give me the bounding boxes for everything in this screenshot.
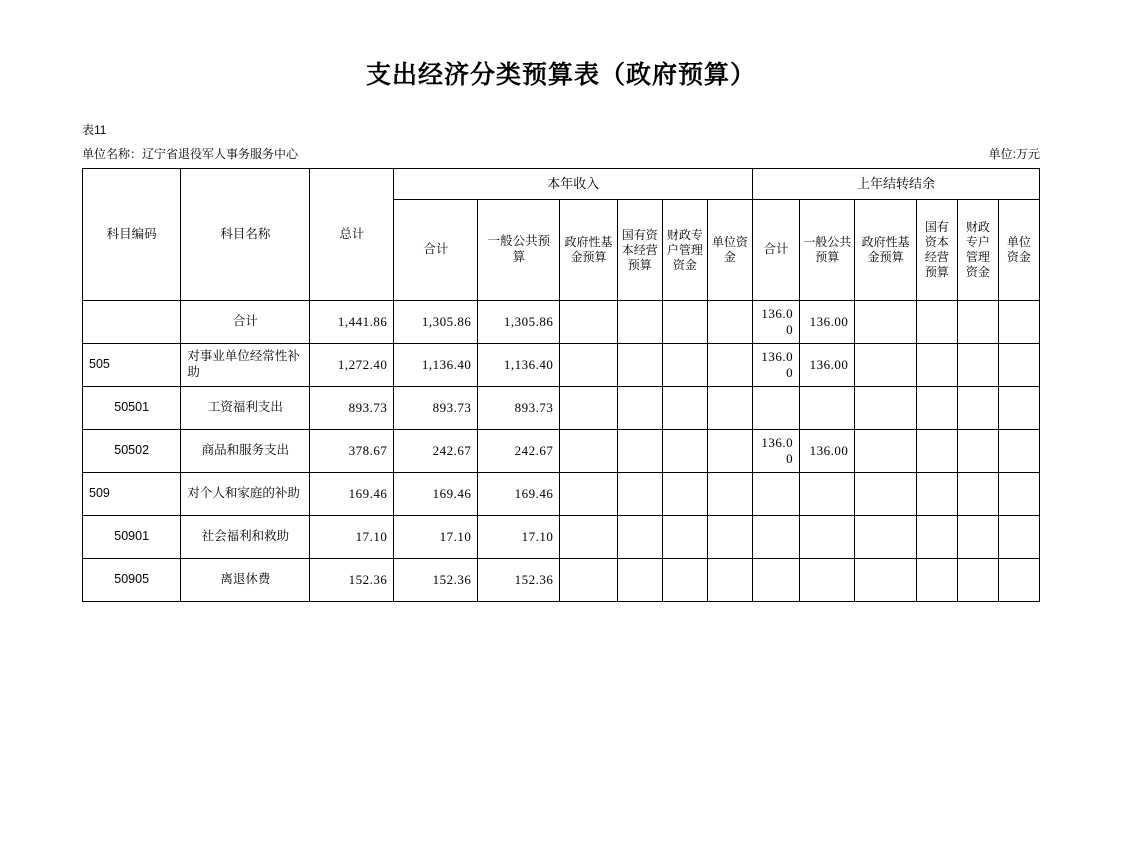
cell-carry-unit-fund — [998, 430, 1039, 473]
cell-income-general-public: 169.46 — [478, 473, 560, 516]
cell-carry-general-public: 136.00 — [800, 301, 855, 344]
table-row — [83, 387, 1040, 430]
cell-carry-state-capital — [916, 559, 957, 602]
cell-carry-general-public — [800, 387, 855, 430]
cell-total: 893.73 — [310, 387, 394, 430]
cell-carry-unit-fund — [998, 387, 1039, 430]
cell-income-state-capital — [617, 344, 662, 387]
cell-carry-unit-fund — [998, 473, 1039, 516]
cell-total: 1,272.40 — [310, 344, 394, 387]
cell-total: 17.10 — [310, 516, 394, 559]
cell-carry-fiscal-special — [957, 516, 998, 559]
cell-income-fiscal-special — [662, 344, 707, 387]
cell-income-subtotal: 17.10 — [394, 516, 478, 559]
header-carry-state-capital: 国有资本经营预算 — [916, 200, 957, 301]
cell-name: 合计 — [181, 301, 310, 344]
cell-income-state-capital — [617, 473, 662, 516]
table-row — [83, 559, 1040, 602]
header-carry-gov-fund: 政府性基金预算 — [855, 200, 916, 301]
cell-name: 社会福利和救助 — [181, 516, 310, 559]
cell-carry-state-capital — [916, 516, 957, 559]
page-title: 支出经济分类预算表（政府预算） — [365, 61, 756, 89]
table-row — [83, 344, 1040, 387]
cell-income-unit-fund — [707, 559, 752, 602]
cell-carry-state-capital — [916, 301, 957, 344]
cell-carry-fiscal-special — [957, 387, 998, 430]
cell-total: 169.46 — [310, 473, 394, 516]
cell-carry-unit-fund — [998, 559, 1039, 602]
header-carry-unit-fund: 单位资金 — [998, 200, 1039, 301]
cell-income-general-public: 242.67 — [478, 430, 560, 473]
cell-income-gov-fund — [560, 430, 617, 473]
table-body — [83, 301, 1040, 602]
cell-code: 50501 — [83, 387, 181, 430]
cell-income-state-capital — [617, 516, 662, 559]
cell-carry-unit-fund — [998, 344, 1039, 387]
cell-carry-state-capital — [916, 387, 957, 430]
cell-total: 1,441.86 — [310, 301, 394, 344]
cell-income-general-public: 17.10 — [478, 516, 560, 559]
cell-income-unit-fund — [707, 301, 752, 344]
cell-carry-gov-fund — [855, 387, 916, 430]
unit-of-measure: 单位:万元 — [988, 147, 1040, 161]
cell-income-unit-fund — [707, 473, 752, 516]
cell-income-subtotal: 893.73 — [394, 387, 478, 430]
cell-carry-gov-fund — [855, 301, 916, 344]
cell-income-unit-fund — [707, 344, 752, 387]
cell-income-unit-fund — [707, 516, 752, 559]
cell-total: 378.67 — [310, 430, 394, 473]
cell-carry-gov-fund — [855, 559, 916, 602]
header-group-current-year-income: 本年收入 — [394, 169, 753, 200]
cell-code: 505 — [83, 344, 181, 387]
cell-carry-fiscal-special — [957, 559, 998, 602]
header-total: 总计 — [310, 169, 394, 301]
header-group-prior-year-carryover: 上年结转结余 — [752, 169, 1039, 200]
table-header-group-row — [83, 169, 1040, 200]
table-number: 表11 — [82, 123, 107, 137]
header-income-fiscal-special: 财政专户管理资金 — [662, 200, 707, 301]
cell-code: 50502 — [83, 430, 181, 473]
cell-carry-subtotal — [752, 387, 799, 430]
cell-income-fiscal-special — [662, 559, 707, 602]
cell-income-fiscal-special — [662, 430, 707, 473]
cell-carry-subtotal — [752, 559, 799, 602]
cell-code — [83, 301, 181, 344]
header-income-general-public: 一般公共预算 — [478, 200, 560, 301]
meta-line — [82, 145, 1040, 162]
cell-income-gov-fund — [560, 344, 617, 387]
document-page — [0, 55, 1122, 849]
table-row — [83, 301, 1040, 344]
cell-carry-general-public — [800, 473, 855, 516]
cell-name: 离退休费 — [181, 559, 310, 602]
cell-income-fiscal-special — [662, 473, 707, 516]
cell-carry-fiscal-special — [957, 301, 998, 344]
header-income-state-capital: 国有资本经营预算 — [617, 200, 662, 301]
cell-name: 工资福利支出 — [181, 387, 310, 430]
cell-carry-state-capital — [916, 430, 957, 473]
cell-income-unit-fund — [707, 430, 752, 473]
cell-income-fiscal-special — [662, 301, 707, 344]
cell-income-general-public: 1,136.40 — [478, 344, 560, 387]
cell-income-gov-fund — [560, 301, 617, 344]
cell-total: 152.36 — [310, 559, 394, 602]
cell-name: 商品和服务支出 — [181, 430, 310, 473]
header-carry-general-public: 一般公共预算 — [800, 200, 855, 301]
cell-carry-general-public — [800, 559, 855, 602]
cell-income-subtotal: 1,136.40 — [394, 344, 478, 387]
cell-carry-subtotal — [752, 473, 799, 516]
cell-carry-general-public: 136.00 — [800, 344, 855, 387]
header-carry-subtotal: 合计 — [752, 200, 799, 301]
cell-code: 50905 — [83, 559, 181, 602]
header-income-subtotal: 合计 — [394, 200, 478, 301]
cell-carry-unit-fund — [998, 516, 1039, 559]
cell-income-fiscal-special — [662, 516, 707, 559]
cell-code: 509 — [83, 473, 181, 516]
cell-carry-subtotal: 136.00 — [752, 301, 799, 344]
header-income-unit-fund: 单位资金 — [707, 200, 752, 301]
cell-income-subtotal: 242.67 — [394, 430, 478, 473]
header-income-gov-fund: 政府性基金预算 — [560, 200, 617, 301]
header-name: 科目名称 — [181, 169, 310, 301]
cell-carry-unit-fund — [998, 301, 1039, 344]
cell-carry-general-public: 136.00 — [800, 430, 855, 473]
document-meta — [82, 121, 1040, 162]
cell-carry-gov-fund — [855, 473, 916, 516]
cell-income-subtotal: 169.46 — [394, 473, 478, 516]
table-row — [83, 473, 1040, 516]
cell-income-gov-fund — [560, 387, 617, 430]
cell-income-general-public: 152.36 — [478, 559, 560, 602]
cell-carry-state-capital — [916, 473, 957, 516]
cell-carry-gov-fund — [855, 430, 916, 473]
cell-carry-fiscal-special — [957, 430, 998, 473]
cell-carry-state-capital — [916, 344, 957, 387]
cell-income-state-capital — [617, 559, 662, 602]
header-carry-fiscal-special: 财政专户管理资金 — [957, 200, 998, 301]
cell-carry-gov-fund — [855, 344, 916, 387]
cell-income-general-public: 1,305.86 — [478, 301, 560, 344]
cell-income-fiscal-special — [662, 387, 707, 430]
cell-income-gov-fund — [560, 473, 617, 516]
cell-income-state-capital — [617, 430, 662, 473]
cell-carry-gov-fund — [855, 516, 916, 559]
cell-income-gov-fund — [560, 516, 617, 559]
cell-income-state-capital — [617, 301, 662, 344]
cell-carry-fiscal-special — [957, 473, 998, 516]
cell-income-subtotal: 1,305.86 — [394, 301, 478, 344]
header-code: 科目编码 — [83, 169, 181, 301]
cell-carry-subtotal: 136.00 — [752, 344, 799, 387]
cell-income-gov-fund — [560, 559, 617, 602]
cell-carry-fiscal-special — [957, 344, 998, 387]
cell-name: 对事业单位经常性补助 — [181, 344, 310, 387]
budget-table — [82, 168, 1040, 602]
cell-code: 50901 — [83, 516, 181, 559]
cell-income-subtotal: 152.36 — [394, 559, 478, 602]
cell-income-general-public: 893.73 — [478, 387, 560, 430]
cell-income-state-capital — [617, 387, 662, 430]
unit-name: 单位名称：辽宁省退役军人事务服务中心 — [82, 147, 299, 161]
table-row — [83, 430, 1040, 473]
cell-name: 对个人和家庭的补助 — [181, 473, 310, 516]
cell-carry-general-public — [800, 516, 855, 559]
cell-income-unit-fund — [707, 387, 752, 430]
table-row — [83, 516, 1040, 559]
cell-carry-subtotal: 136.00 — [752, 430, 799, 473]
cell-carry-subtotal — [752, 516, 799, 559]
